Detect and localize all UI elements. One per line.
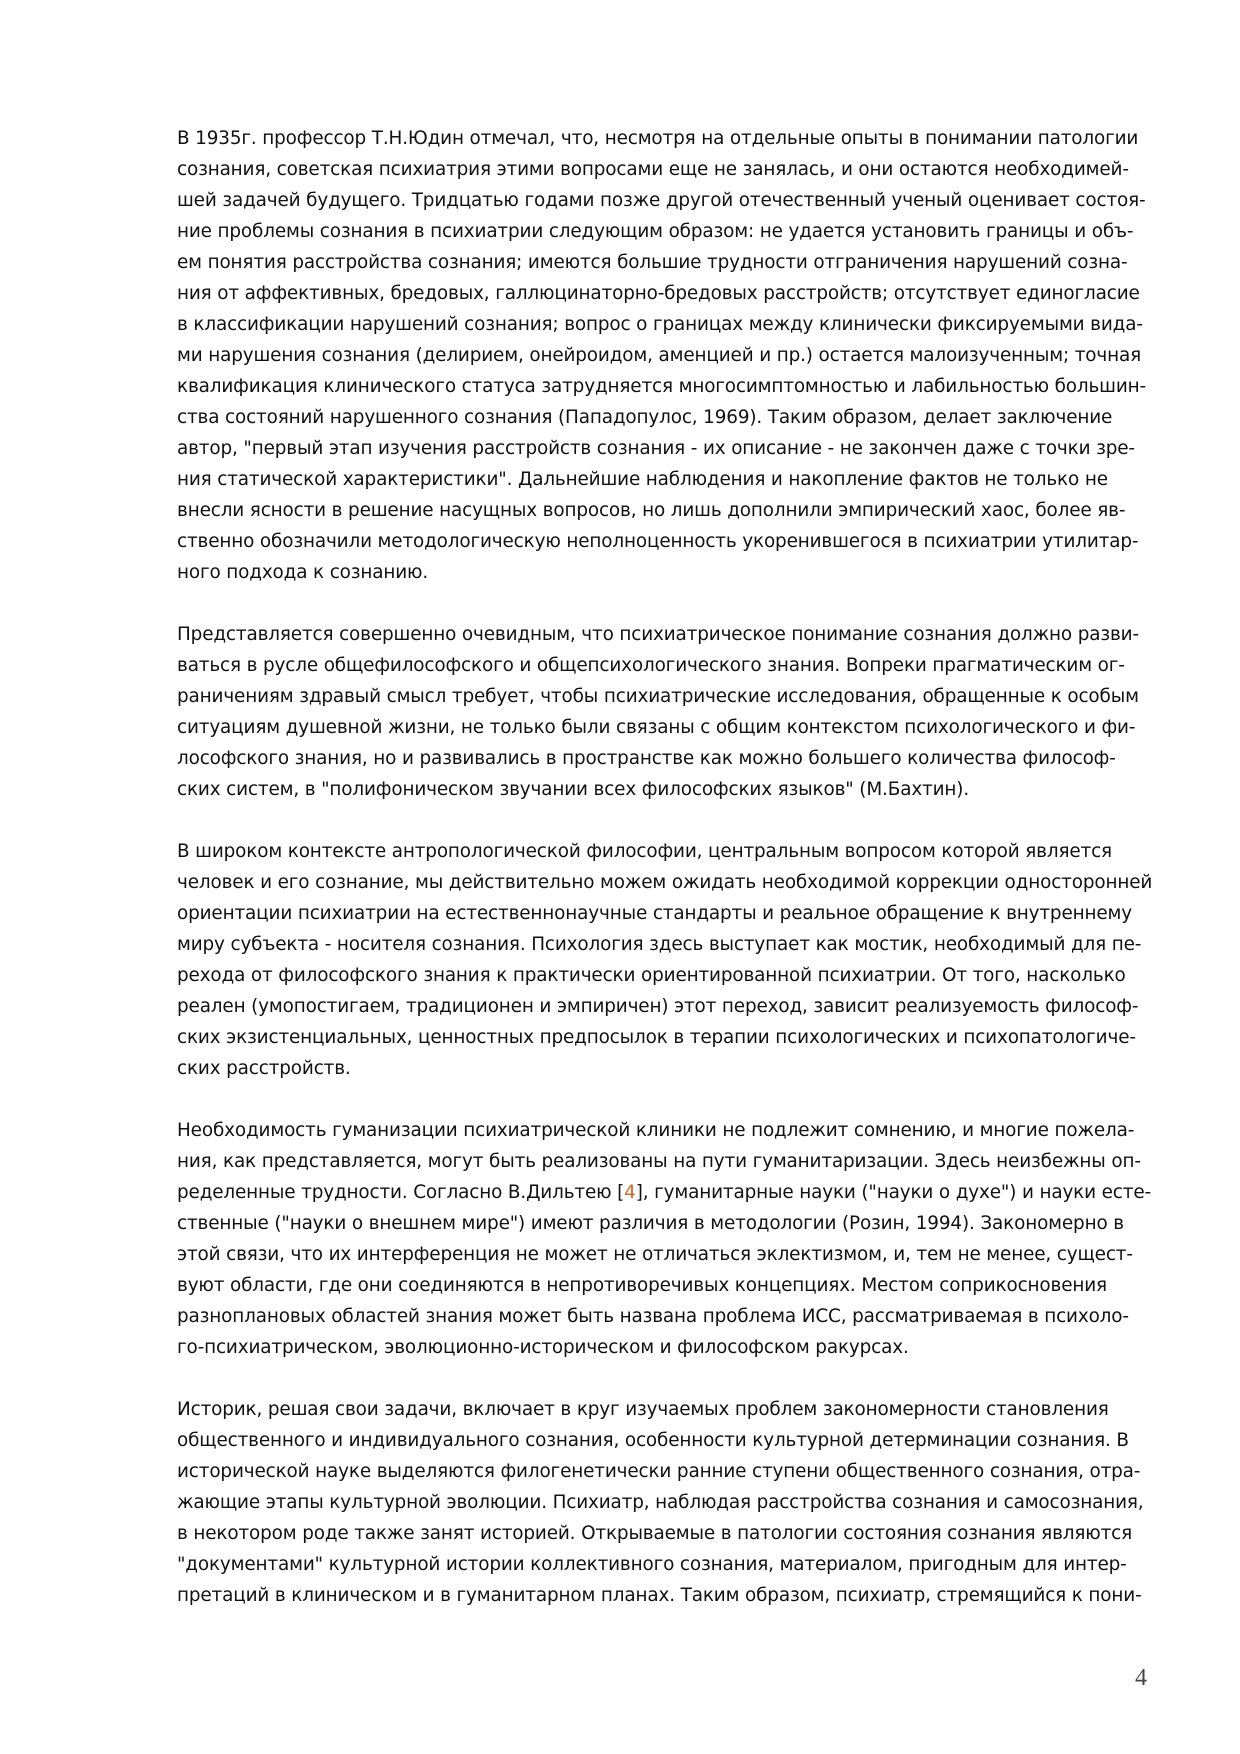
text-line: ния статической характеристики". Дальнейшие наблюдения и накопление фактов не только не <box>177 469 1108 490</box>
text-line: внесли ясности в решение насущных вопросов, но лишь дополнили эмпирический хаос, более яв- <box>177 500 1126 521</box>
text-line: претаций в клиническом и в гуманитарном планах. Таким образом, психиатр, стремящийся к пони- <box>177 1585 1142 1606</box>
text-line: го-психиатрическом, эволюционно-историческом и философском ракурсах. <box>177 1337 909 1358</box>
text-line: В 1935г. профессор Т.Н.Юдин отмечал, что, несмотря на отдельные опыты в понимании патологии <box>177 128 1139 149</box>
reference-link[interactable]: 4 <box>624 1182 636 1203</box>
paragraph-5 <box>177 1394 1153 1611</box>
text-line: в классификации нарушений сознания; вопрос о границах между клинически фиксируемыми вида- <box>177 314 1143 335</box>
text-segment: ределенные трудности. Согласно В.Дильтею [ <box>177 1182 625 1203</box>
text-line: Представляется совершенно очевидным, что психиатрическое понимание сознания должно разви- <box>177 624 1139 645</box>
text-line: ственно обозначили методологическую неполноценность укоренившегося в психиатрии утилитар- <box>177 531 1139 552</box>
body-text <box>177 123 1153 1642</box>
text-line: В широком контексте антропологической философии, центральным вопросом которой является <box>177 841 1112 862</box>
text-line: рехода от философского знания к практически ориентированной психиатрии. От того, насколько <box>177 965 1126 986</box>
text-line: этой связи, что их интерференция не может не отличаться эклектизмом, и, тем не менее, сущест- <box>177 1244 1133 1265</box>
text-line: ми нарушения сознания (делирием, онейроидом, аменцией и пр.) остается малоизученным; точная <box>177 345 1142 366</box>
text-line: человек и его сознание, мы действительно можем ожидать необходимой коррекции односторонней <box>177 872 1153 893</box>
text-line: автор, "первый этап изучения расстройств сознания - их описание - не закончен даже с точки зре- <box>177 438 1135 459</box>
page-number: 4 <box>1135 1665 1147 1691</box>
text-line: исторической науке выделяются филогенетически ранние ступени общественного сознания, отра- <box>177 1461 1141 1482</box>
text-line: разноплановых областей знания может быть названа проблема ИСС, рассматриваемая в психоло- <box>177 1306 1129 1327</box>
text-line-with-reference <box>177 1177 1153 1208</box>
text-line: ства состояний нарушенного сознания (Пападопулос, 1969). Таким образом, делает заключение <box>177 407 1113 428</box>
text-line: общественного и индивидуального сознания, особенности культурной детерминации сознания. В <box>177 1430 1129 1451</box>
text-line: реален (умопостигаем, традиционен и эмпиричен) этот переход, зависит реализуемость философ- <box>177 996 1139 1017</box>
paragraph-3 <box>177 836 1153 1084</box>
text-line: вуют области, где они соединяются в непротиворечивых концепциях. Местом соприкосновения <box>177 1275 1107 1296</box>
text-line: миру субъекта - носителя сознания. Психология здесь выступает как мостик, необходимый для пе- <box>177 934 1142 955</box>
text-line: ваться в русле общефилософского и общепсихологического знания. Вопреки прагматическим ог- <box>177 655 1125 676</box>
text-line: ния от аффективных, бредовых, галлюцинаторно-бредовых расстройств; отсутствует единогласие <box>177 283 1140 304</box>
text-line: раничениям здравый смысл требует, чтобы психиатрические исследования, обращенные к особым <box>177 686 1139 707</box>
text-line: ских расстройств. <box>177 1058 351 1079</box>
text-line: лософского знания, но и развивались в пространстве как можно большего количества философ- <box>177 748 1116 769</box>
text-line: ем понятия расстройства сознания; имеются большие трудности отграничения нарушений созна- <box>177 252 1128 273</box>
text-line: квалификация клинического статуса затрудняется многосимптомностью и лабильностью большин- <box>177 376 1147 397</box>
text-line: ного подхода к сознанию. <box>177 562 429 583</box>
text-line: ния, как представляется, могут быть реализованы на пути гуманитаризации. Здесь неизбежны оп- <box>177 1151 1141 1172</box>
text-line: ских систем, в "полифоническом звучании всех философских языков" (М.Бахтин). <box>177 779 970 800</box>
text-line: Необходимость гуманизации психиатрической клиники не подлежит сомнению, и многие пожела- <box>177 1120 1135 1141</box>
text-line: ситуациям душевной жизни, не только были связаны с общим контекстом психологического и фи- <box>177 717 1136 738</box>
text-line: в некотором роде также занят историей. Открываемые в патологии состояния сознания являются <box>177 1523 1133 1544</box>
text-segment: ], гуманитарные науки ("науки о духе") и науки есте- <box>635 1182 1151 1203</box>
paragraph-1 <box>177 123 1153 588</box>
text-line: ориентации психиатрии на естественнонаучные стандарты и реальное обращение к внутреннему <box>177 903 1132 924</box>
text-line: ских экзистенциальных, ценностных предпосылок в терапии психологических и психопатологиче- <box>177 1027 1136 1048</box>
paragraph-2 <box>177 619 1153 805</box>
text-line: ние проблемы сознания в психиатрии следующим образом: не удается установить границы и объ- <box>177 221 1134 242</box>
text-line: "документами" культурной истории коллективного сознания, материалом, пригодным для интер- <box>177 1554 1127 1575</box>
text-line: шей задачей будущего. Тридцатью годами позже другой отечественный ученый оценивает состоя- <box>177 190 1146 211</box>
text-line: ственные ("науки о внешнем мире") имеют различия в методологии (Розин, 1994). Закономерно в <box>177 1213 1124 1234</box>
paragraph-4 <box>177 1115 1153 1363</box>
text-line: жающие этапы культурной эволюции. Психиатр, наблюдая расстройства сознания и самосознания, <box>177 1492 1144 1513</box>
text-line: сознания, советская психиатрия этими вопросами еще не занялась, и они остаются необходимей- <box>177 159 1129 180</box>
text-line: Историк, решая свои задачи, включает в круг изучаемых проблем закономерности становления <box>177 1399 1109 1420</box>
